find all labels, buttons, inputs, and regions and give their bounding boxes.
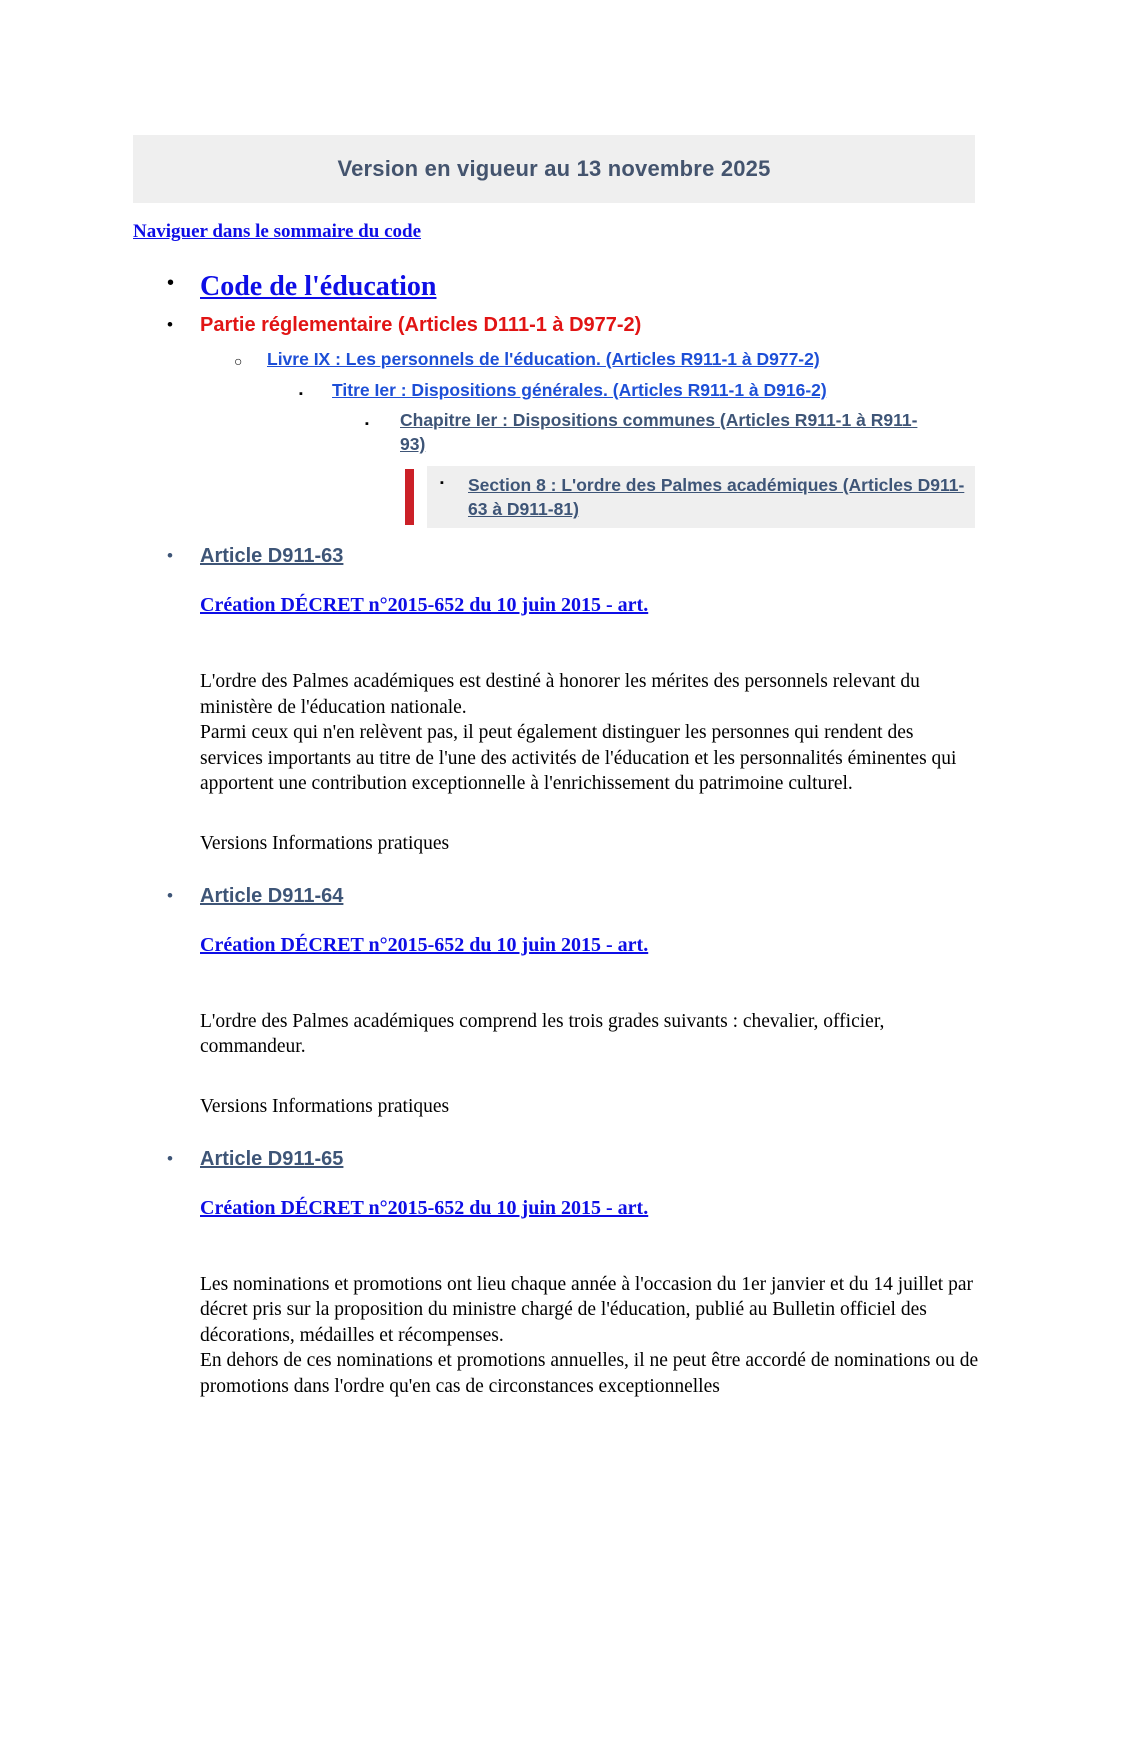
- section-highlight-bar: [405, 469, 414, 525]
- bullet-square-icon: ▪: [440, 477, 444, 489]
- article-section-d911-65: [133, 1147, 979, 1400]
- toc-link-code-education[interactable]: Code de l'éducation: [200, 271, 437, 302]
- article-title-link[interactable]: Article D911-64: [200, 884, 344, 907]
- article-body: [200, 669, 980, 797]
- sommaire-link[interactable]: Naviguer dans le sommaire du code: [133, 221, 421, 242]
- article-paragraph: Les nominations et promotions ont lieu chaque année à l'occasion du 1er janvier et du 14 juillet par décret pris sur la proposition du ministre chargé de l'éducation, publié au Bulletin officiel des décorations, médailles et récompenses.: [200, 1273, 974, 1346]
- toc-tree: [133, 270, 975, 528]
- article-heading-row: [133, 1147, 975, 1173]
- toc-link-titre-ier[interactable]: Titre Ier : Dispositions générales. (Articles R911-1 à D916-2): [332, 380, 827, 400]
- article-body: [200, 1272, 980, 1400]
- section-highlight-box: [427, 466, 975, 528]
- article-paragraph: Parmi ceux qui n'en relèvent pas, il peut également distinguer les personnes qui rendent des services importants au titre de l'une des activités de l'éducation et les personnalités éminentes qui apportent une contribution exceptionnelle à l'enrichissement du patrimoine culturel.: [200, 722, 957, 794]
- article-footer-links: Versions Informations pratiques: [200, 1095, 450, 1117]
- creation-decree-link[interactable]: Création DÉCRET n°2015-652 du 10 juin 2015 - art.: [200, 1196, 649, 1219]
- creation-decree-link[interactable]: Création DÉCRET n°2015-652 du 10 juin 2015 - art.: [200, 594, 649, 616]
- version-banner: [133, 135, 975, 203]
- article-title-link[interactable]: Article D911-65: [200, 1147, 344, 1170]
- bullet-disc-icon: •: [167, 546, 173, 565]
- bullet-circle-icon: ○: [234, 353, 243, 369]
- toc-item-chapitre: [133, 408, 975, 458]
- creation-decree-link[interactable]: Création DÉCRET n°2015-652 du 10 juin 2015 - art.: [200, 933, 649, 956]
- bullet-disc-icon: •: [167, 1148, 173, 1168]
- article-body: [200, 1009, 980, 1060]
- toc-item-partie: [133, 314, 975, 338]
- version-banner-text: Version en vigueur au 13 novembre 2025: [337, 156, 771, 181]
- toc-item-code: [133, 270, 975, 308]
- toc-item-titre: [133, 378, 975, 404]
- article-heading-row: [133, 544, 975, 570]
- article-content: [200, 910, 980, 1119]
- toc-item-livre: [133, 347, 975, 373]
- bullet-disc-icon: •: [167, 272, 175, 294]
- bullet-disc-icon: •: [167, 315, 173, 334]
- article-content: [200, 1173, 980, 1400]
- article-paragraph: L'ordre des Palmes académiques comprend les trois grades suivants : chevalier, officier, commandeur.: [200, 1010, 885, 1057]
- article-paragraph: En dehors de ces nominations et promotions annuelles, il ne peut être accordé de nominations ou de promotions dans l'ordre qu'en cas de circonstances exceptionnelles: [200, 1350, 979, 1397]
- article-content: [200, 570, 980, 856]
- toc-link-chapitre-ier[interactable]: Chapitre Ier : Dispositions communes (Articles R911-1 à R911-93): [400, 410, 918, 454]
- article-title-link[interactable]: Article D911-63: [200, 545, 344, 567]
- toc-link-livre-ix[interactable]: Livre IX : Les personnels de l'éducation. (Articles R911-1 à D977-2): [267, 349, 820, 369]
- article-paragraph: L'ordre des Palmes académiques est destiné à honorer les mérites des personnels relevant du ministère de l'éducation nationale.: [200, 671, 920, 718]
- article-section-d911-63: [133, 544, 975, 856]
- bullet-disc-icon: •: [167, 885, 173, 905]
- document-page: [133, 135, 979, 1399]
- toc-link-section-8[interactable]: Section 8 : L'ordre des Palmes académiques (Articles D911-63 à D911-81): [468, 475, 965, 519]
- article-section-d911-64: [133, 884, 975, 1119]
- article-heading-row: [133, 884, 975, 910]
- toc-label-partie-reglementaire: Partie réglementaire (Articles D111-1 à D977-2): [200, 314, 642, 336]
- article-footer-links: Versions Informations pratiques: [200, 832, 450, 854]
- bullet-square-icon: ▪: [299, 388, 303, 400]
- bullet-square-icon: ▪: [365, 418, 369, 430]
- toc-item-section-8: [405, 466, 975, 528]
